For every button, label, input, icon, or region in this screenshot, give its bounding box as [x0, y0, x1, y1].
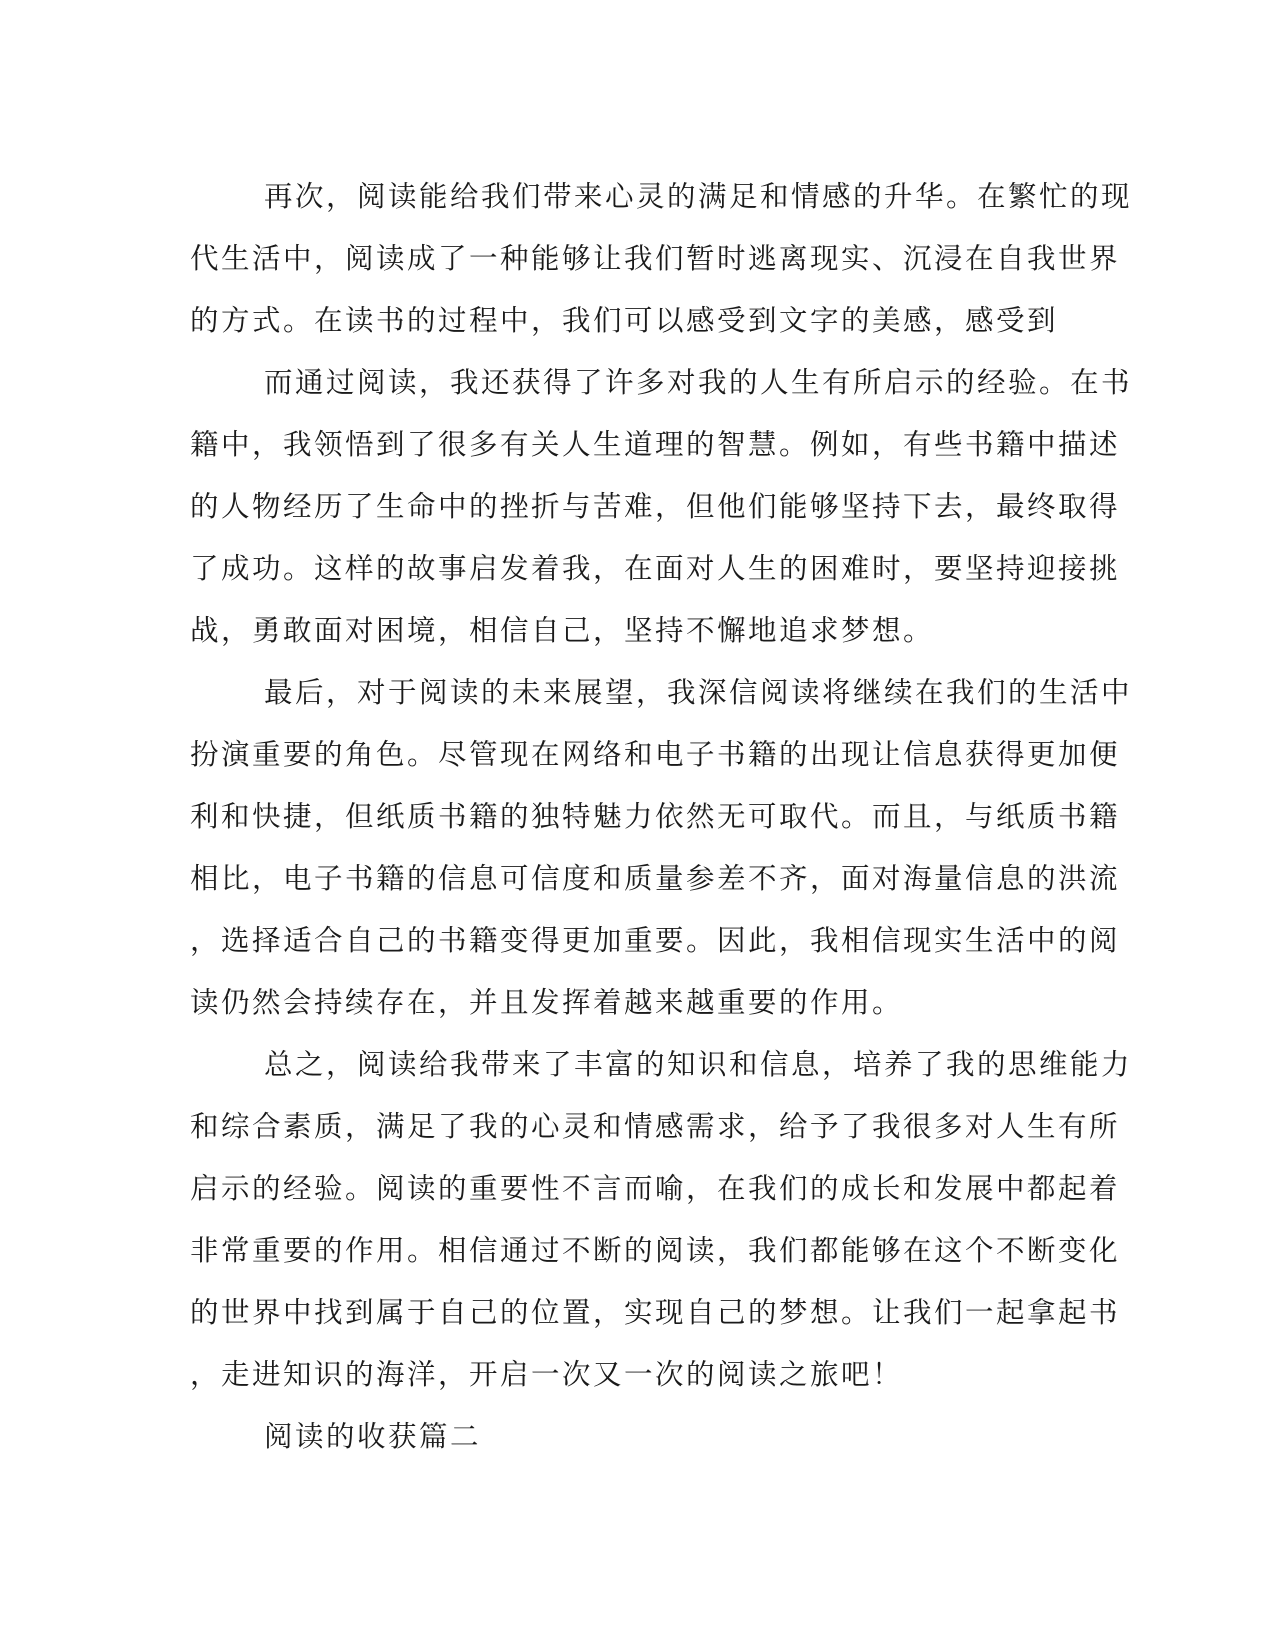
document-body	[190, 166, 1133, 1468]
paragraph-line: 总之，阅读给我带来了丰富的知识和信息，培养了我的思维能力	[264, 1048, 1133, 1081]
paragraph-line: 战，勇敢面对困境，相信自己，坚持不懈地追求梦想。	[190, 614, 935, 647]
paragraph-line: ，走进知识的海洋，开启一次又一次的阅读之旅吧！	[190, 1358, 904, 1391]
paragraph-line: 利和快捷，但纸质书籍的独特魅力依然无可取代。而且，与纸质书籍	[190, 800, 1121, 833]
paragraph-line: 的世界中找到属于自己的位置，实现自己的梦想。让我们一起拿起书	[190, 1296, 1121, 1329]
paragraph-line: 代生活中，阅读成了一种能够让我们暂时逃离现实、沉浸在自我世界	[190, 242, 1121, 275]
paragraph-line: 和综合素质，满足了我的心灵和情感需求，给予了我很多对人生有所	[190, 1110, 1121, 1143]
section-heading: 阅读的收获篇二	[264, 1420, 482, 1453]
paragraph-line: 了成功。这样的故事启发着我，在面对人生的困难时，要坚持迎接挑	[190, 552, 1121, 585]
paragraph-line: 读仍然会持续存在，并且发挥着越来越重要的作用。	[190, 986, 904, 1019]
paragraph-line: 扮演重要的角色。尽管现在网络和电子书籍的出现让信息获得更加便	[190, 738, 1121, 771]
paragraph-line: 启示的经验。阅读的重要性不言而喻，在我们的成长和发展中都起着	[190, 1172, 1121, 1205]
paragraph-line: 的方式。在读书的过程中，我们可以感受到文字的美感，感受到	[190, 304, 1059, 337]
paragraph-line: 最后，对于阅读的未来展望，我深信阅读将继续在我们的生活中	[264, 676, 1133, 709]
paragraph-line: 再次，阅读能给我们带来心灵的满足和情感的升华。在繁忙的现	[264, 180, 1133, 213]
paragraph-line: 而通过阅读，我还获得了许多对我的人生有所启示的经验。在书	[264, 366, 1133, 399]
paragraph-line: ，选择适合自己的书籍变得更加重要。因此，我相信现实生活中的阅	[190, 924, 1121, 957]
paragraph-line: 相比，电子书籍的信息可信度和质量参差不齐，面对海量信息的洪流	[190, 862, 1121, 895]
paragraph-line: 的人物经历了生命中的挫折与苦难，但他们能够坚持下去，最终取得	[190, 490, 1121, 523]
paragraph-line: 籍中，我领悟到了很多有关人生道理的智慧。例如，有些书籍中描述	[190, 428, 1121, 461]
paragraph-line: 非常重要的作用。相信通过不断的阅读，我们都能够在这个不断变化	[190, 1234, 1121, 1267]
